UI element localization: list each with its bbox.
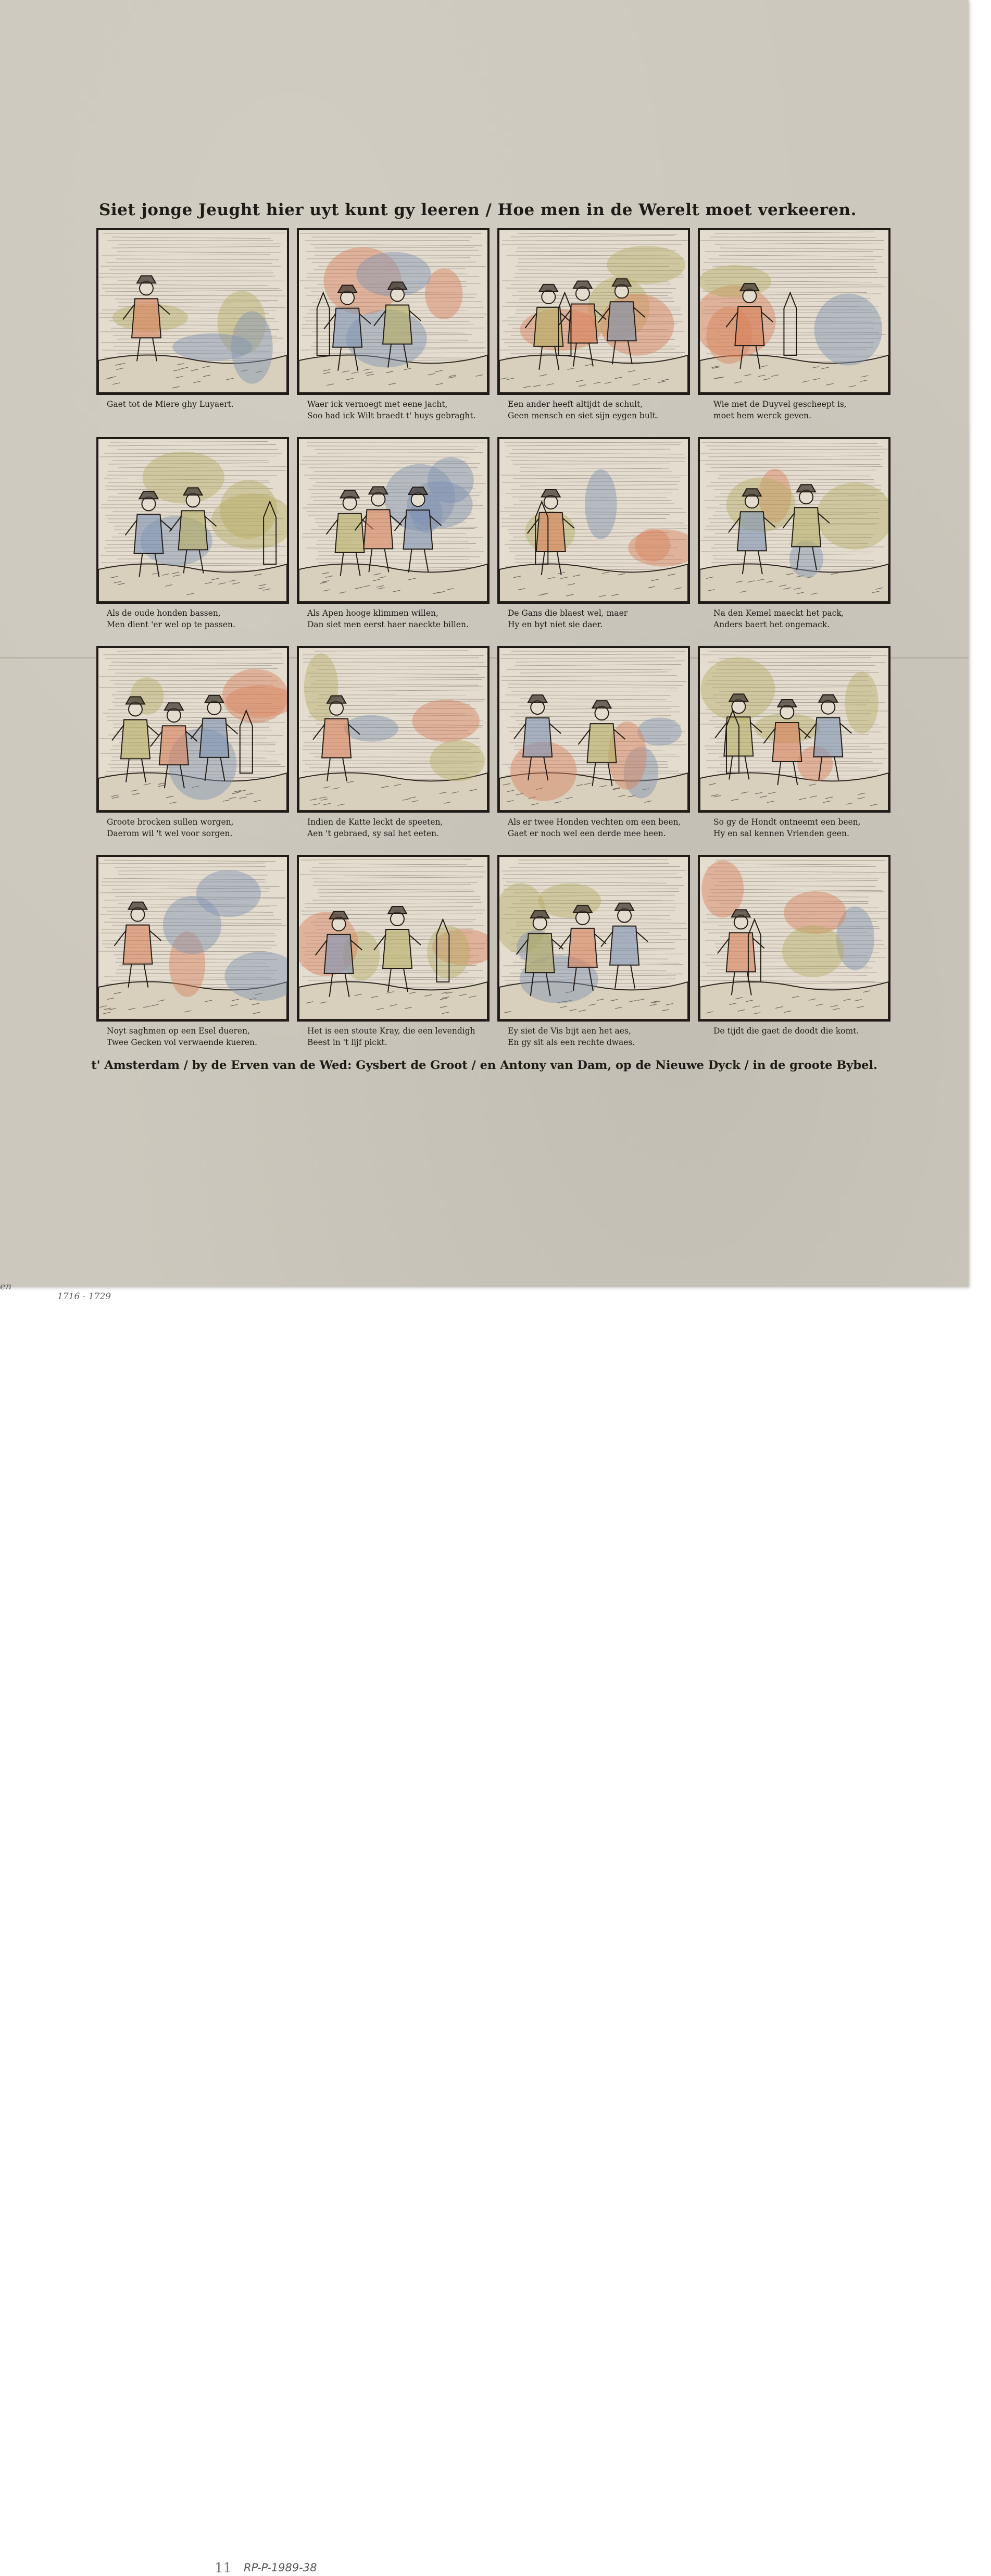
woodcut-illustration bbox=[297, 855, 490, 1022]
caption-line-1: Groote brocken sullen worgen, bbox=[107, 816, 299, 828]
woodcut-fisherman-image bbox=[499, 857, 688, 1019]
caption-line-2: Soo had ick Wilt braedt t' huys gebraght. bbox=[307, 410, 500, 421]
panel-caption bbox=[297, 607, 500, 630]
woodcut-panel bbox=[497, 228, 694, 397]
caption-line-2: Daerom wil 't wel voor sorgen. bbox=[107, 828, 299, 839]
caption-line-1: Waer ick vernoegt met eene jacht, bbox=[307, 399, 500, 410]
woodcut-hunter-with-dogs-image bbox=[299, 230, 487, 393]
woodcut-camel-image bbox=[700, 439, 888, 602]
panel-caption bbox=[698, 816, 906, 839]
caption-line-1: Een ander heeft altijdt de schult, bbox=[508, 399, 700, 410]
woodcut-illustration bbox=[96, 437, 289, 604]
panel-caption bbox=[297, 1025, 500, 1048]
sheet-title: Siet jonge Jeught hier uyt kunt gy leeren / Hoe men in de Werelt moet verkeeren. bbox=[99, 201, 828, 219]
panel-caption bbox=[497, 816, 700, 839]
woodcut-illustration bbox=[96, 855, 289, 1022]
woodcut-death-and-man-image bbox=[700, 857, 888, 1019]
woodcut-panel bbox=[96, 228, 293, 397]
panel-caption bbox=[297, 816, 500, 839]
woodcut-crowd-at-pole-image bbox=[299, 439, 487, 602]
caption-line-1: De Gans die blaest wel, maer bbox=[508, 607, 700, 619]
woodcut-cow-with-wings-image bbox=[299, 857, 487, 1019]
caption-line-1: Als er twee Honden vechten om een been, bbox=[508, 816, 700, 828]
woodcut-panel bbox=[698, 228, 895, 397]
woodcut-illustration bbox=[698, 646, 890, 813]
woodcut-panel bbox=[96, 646, 293, 815]
woodcut-fools-on-donkey-image bbox=[98, 857, 287, 1019]
panel-caption bbox=[497, 607, 700, 630]
woodcut-illustration bbox=[297, 437, 490, 604]
caption-line-1: Na den Kemel maeckt het pack, bbox=[713, 607, 906, 619]
woodcut-illustration bbox=[497, 855, 690, 1022]
woodcut-panel bbox=[497, 855, 694, 1024]
woodcut-panel bbox=[698, 437, 895, 606]
caption-line-2: Geen mensch en siet sijn eygen bult. bbox=[508, 410, 700, 421]
woodcut-illustration bbox=[96, 228, 289, 395]
caption-line-1: Wie met de Duyvel gescheept is, bbox=[713, 399, 906, 410]
handwritten-date: 1716 - 1729 bbox=[57, 1291, 111, 1302]
panel-caption bbox=[698, 607, 906, 630]
caption-line-1: Als Apen hooge klimmen willen, bbox=[307, 607, 500, 619]
caption-line-1: Indien de Katte leckt de speeten, bbox=[307, 816, 500, 828]
woodcut-illustration bbox=[497, 646, 690, 813]
woodcut-panel bbox=[96, 855, 293, 1024]
panel-caption bbox=[698, 1025, 906, 1037]
caption-line-1: Noyt saghmen op een Esel dueren, bbox=[107, 1025, 299, 1037]
panel-caption bbox=[297, 399, 500, 421]
caption-line-2: En gy sit als een rechte dwaes. bbox=[508, 1037, 700, 1048]
woodcut-panel bbox=[698, 646, 895, 815]
caption-line-2: Hy en sal kennen Vrienden geen. bbox=[713, 828, 906, 839]
woodcut-illustration bbox=[497, 437, 690, 604]
caption-line-2: Anders baert het ongemack. bbox=[713, 619, 906, 630]
woodcut-boat-with-devil-image bbox=[700, 230, 888, 393]
caption-line-2: Aen 't gebraed, sy sal het eeten. bbox=[307, 828, 500, 839]
caption-line-1: De tijdt die gaet de doodt die komt. bbox=[713, 1025, 906, 1037]
panel-caption bbox=[497, 399, 700, 421]
woodcut-dogs-fighting-image bbox=[499, 648, 688, 811]
woodcut-panel bbox=[497, 437, 694, 606]
woodcut-interior-couple-image bbox=[299, 648, 487, 811]
woodcut-panel bbox=[297, 855, 494, 1024]
woodcut-panel bbox=[297, 646, 494, 815]
woodcut-illustration bbox=[698, 855, 890, 1022]
caption-line-2: Beest in 't lijf pickt. bbox=[307, 1037, 500, 1048]
woodcut-illustration bbox=[497, 228, 690, 395]
caption-line-2: Hy en byt niet sie daer. bbox=[508, 619, 700, 630]
panel-caption bbox=[96, 399, 299, 410]
woodcut-illustration bbox=[297, 646, 490, 813]
caption-line-1: Gaet tot de Miere ghy Luyaert. bbox=[107, 399, 299, 410]
caption-line-2: moet hem werck geven. bbox=[713, 410, 906, 421]
panel-caption bbox=[96, 607, 299, 630]
woodcut-town-street-image bbox=[98, 439, 287, 602]
archive-label-strip bbox=[0, 1279, 991, 1302]
woodcut-illustration bbox=[698, 437, 890, 604]
caption-line-1: So gy de Hondt ontneemt een been, bbox=[713, 816, 906, 828]
caption-line-2: Men dient 'er wel op te passen. bbox=[107, 619, 299, 630]
panel-caption bbox=[497, 1025, 700, 1048]
woodcut-men-pointing-image bbox=[499, 230, 688, 393]
panel-caption bbox=[96, 816, 299, 839]
woodcut-man-with-net-image bbox=[98, 230, 287, 393]
woodcut-panel bbox=[497, 646, 694, 815]
woodcut-man-and-bear-image bbox=[700, 648, 888, 811]
woodcut-panel bbox=[96, 437, 293, 606]
woodcut-panel bbox=[297, 437, 494, 606]
publisher-imprint: t' Amsterdam / by de Erven van de Wed: Gysbert de Groot / en Antony van Dam, op de Nieuwe Dyck / in de groote Bybel. bbox=[89, 1059, 880, 1072]
caption-line-2: Dan siet men eerst haer naeckte billen. bbox=[307, 619, 500, 630]
caption-line-1: Als de oude honden bassen, bbox=[107, 607, 299, 619]
woodcut-illustration bbox=[297, 228, 490, 395]
inventory-number: RP-P-1989-38 bbox=[244, 2561, 317, 2574]
woodcut-eagle-and-fox-image bbox=[98, 648, 287, 811]
caption-line-1: Het is een stoute Kray, die een levendigh bbox=[307, 1025, 500, 1037]
woodcut-goose-herd-image bbox=[499, 439, 688, 602]
panel-caption bbox=[96, 1025, 299, 1048]
broadsheet-paper bbox=[0, 0, 969, 1287]
woodcut-illustration bbox=[96, 646, 289, 813]
pencil-mark: 11 bbox=[215, 2560, 232, 2576]
caption-line-2: Gaet er noch wel een derde mee heen. bbox=[508, 828, 700, 839]
handwritten-note: en bbox=[0, 1281, 11, 1292]
panel-caption bbox=[698, 399, 906, 421]
woodcut-panel bbox=[698, 855, 895, 1024]
caption-line-1: Ey siet de Vis bijt aen het aes, bbox=[508, 1025, 700, 1037]
woodcut-panel bbox=[297, 228, 494, 397]
woodcut-illustration bbox=[698, 228, 890, 395]
caption-line-2: Twee Gecken vol verwaende kueren. bbox=[107, 1037, 299, 1048]
